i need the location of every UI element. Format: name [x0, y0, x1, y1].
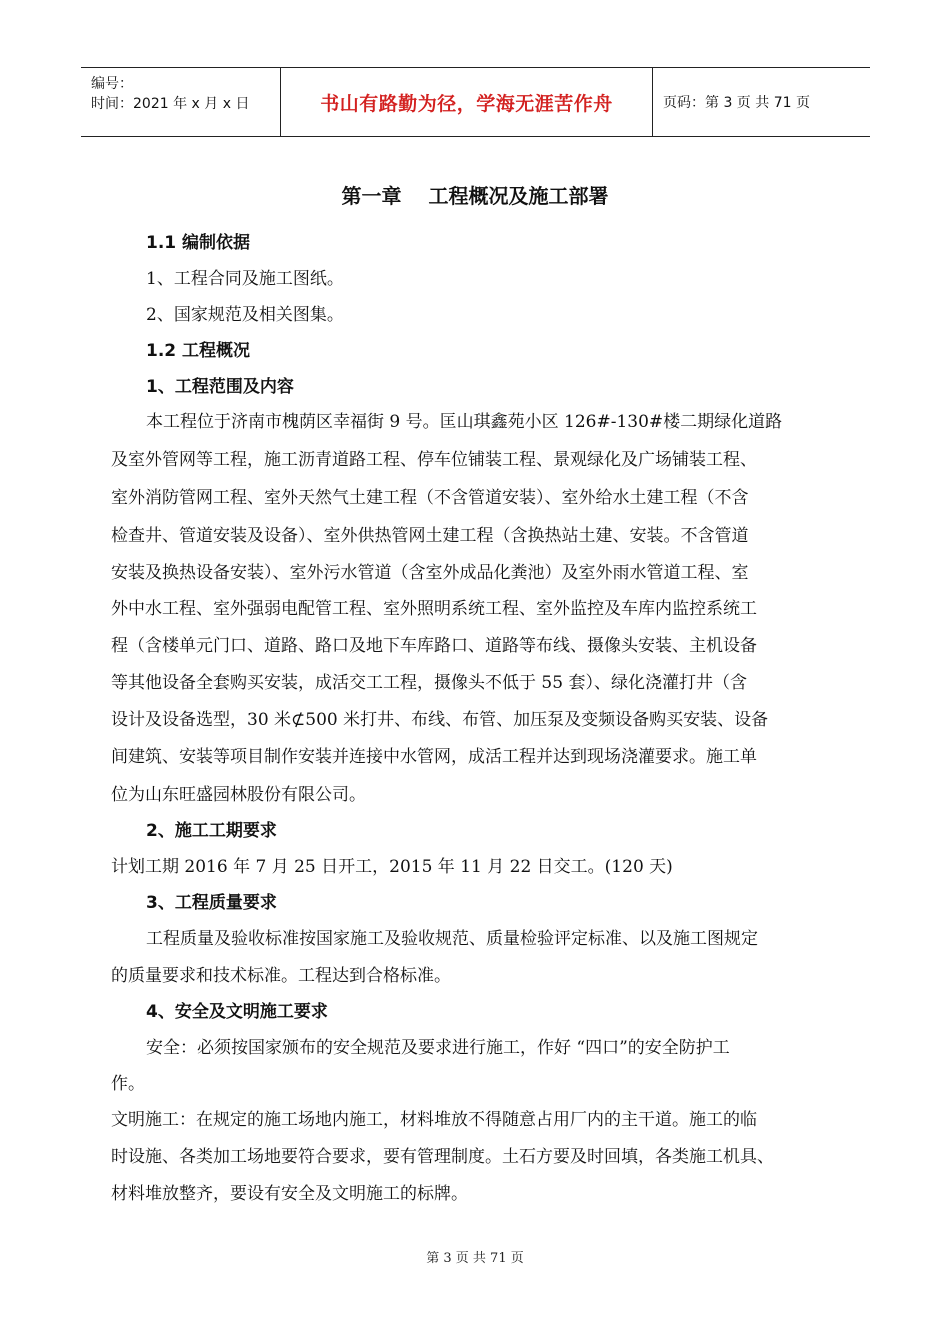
quality-heading: 3、工程质量要求 — [146, 893, 277, 913]
civil-line: 文明施工：在规定的施工场地内施工，材料堆放不得随意占用厂内的主干道。施工的临 — [111, 1110, 757, 1130]
section-heading-1-1: 1.1 编制依据 — [146, 233, 251, 253]
basis-item-2: 2、国家规范及相关图集。 — [146, 305, 344, 325]
scope-line: 室外消防管网工程、室外天然气土建工程（不含管道安装）、室外给水土建工程（不含 — [111, 488, 749, 508]
safety-line: 安全：必须按国家颁布的安全规范及要求进行施工，作好 “四口”的安全防护工 — [146, 1038, 730, 1058]
page-header — [81, 67, 870, 137]
header-date: 时间：2021 年 x 月 x 日 — [91, 96, 250, 112]
civil-line: 材料堆放整齐，要设有安全及文明施工的标牌。 — [111, 1184, 468, 1204]
scope-line: 位为山东旺盛园林股份有限公司。 — [111, 785, 366, 805]
civil-line: 时设施、各类加工场地要符合要求，要有管理制度。土石方要及时回填，各类施工机具、 — [111, 1147, 774, 1167]
header-motto: 书山有路勤为径，学海无涯苦作舟 — [320, 92, 613, 115]
scope-line: 检查井、管道安装及设备）、室外供热管网土建工程（含换热站土建、安装。不含管道 — [111, 526, 749, 546]
scope-line: 本工程位于济南市槐荫区幸福街 9 号。匡山琪鑫苑小区 126#-130#楼二期绿化道路 — [146, 412, 783, 432]
period-text: 计划工期 2016 年 7 月 25 日开工，2015 年 11 月 22 日交工。(120 天) — [111, 857, 673, 877]
header-page-cell — [653, 68, 870, 136]
scope-line: 程（含楼单元门口、道路、路口及地下车库路口、道路等布线、摄像头安装、主机设备 — [111, 636, 757, 656]
scope-line: 等其他设备全套购买安装，成活交工工程，摄像头不低于 55 套）、绿化浇灌打井（含 — [111, 673, 747, 693]
chapter-title: 第一章 工程概况及施工部署 — [341, 184, 609, 208]
scope-line: 及室外管网等工程，施工沥青道路工程、停车位铺装工程、景观绿化及广场铺装工程、 — [111, 450, 757, 470]
scope-line: 间建筑、安装等项目制作安装并连接中水管网，成活工程并达到现场浇灌要求。施工单 — [111, 747, 757, 767]
period-heading: 2、施工工期要求 — [146, 821, 277, 841]
header-meta-cell — [81, 68, 281, 136]
scope-line: 外中水工程、室外强弱电配管工程、室外照明系统工程、室外监控及车库内监控系统工 — [111, 599, 757, 619]
quality-line: 的质量要求和技术标准。工程达到合格标准。 — [111, 966, 451, 986]
header-motto-cell — [281, 68, 653, 136]
safety-heading: 4、安全及文明施工要求 — [146, 1002, 328, 1022]
scope-line: 设计及设备选型，30 米⊄500 米打井、布线、布管、加压泵及变频设备购买安装、设备 — [111, 710, 769, 730]
header-page-info: 页码：第 3 页 共 71 页 — [663, 95, 810, 111]
safety-line: 作。 — [111, 1074, 145, 1094]
header-number-label: 编号： — [91, 76, 133, 92]
basis-item-1: 1、工程合同及施工图纸。 — [146, 269, 344, 289]
section-heading-1-2: 1.2 工程概况 — [146, 341, 251, 361]
quality-line: 工程质量及验收标准按国家施工及验收规范、质量检验评定标准、以及施工图规定 — [146, 929, 758, 949]
page-footer: 第 3 页 共 71 页 — [426, 1251, 524, 1266]
scope-line: 安装及换热设备安装）、室外污水管道（含室外成品化粪池）及室外雨水管道工程、室 — [111, 563, 749, 583]
scope-heading: 1、工程范围及内容 — [146, 377, 294, 397]
